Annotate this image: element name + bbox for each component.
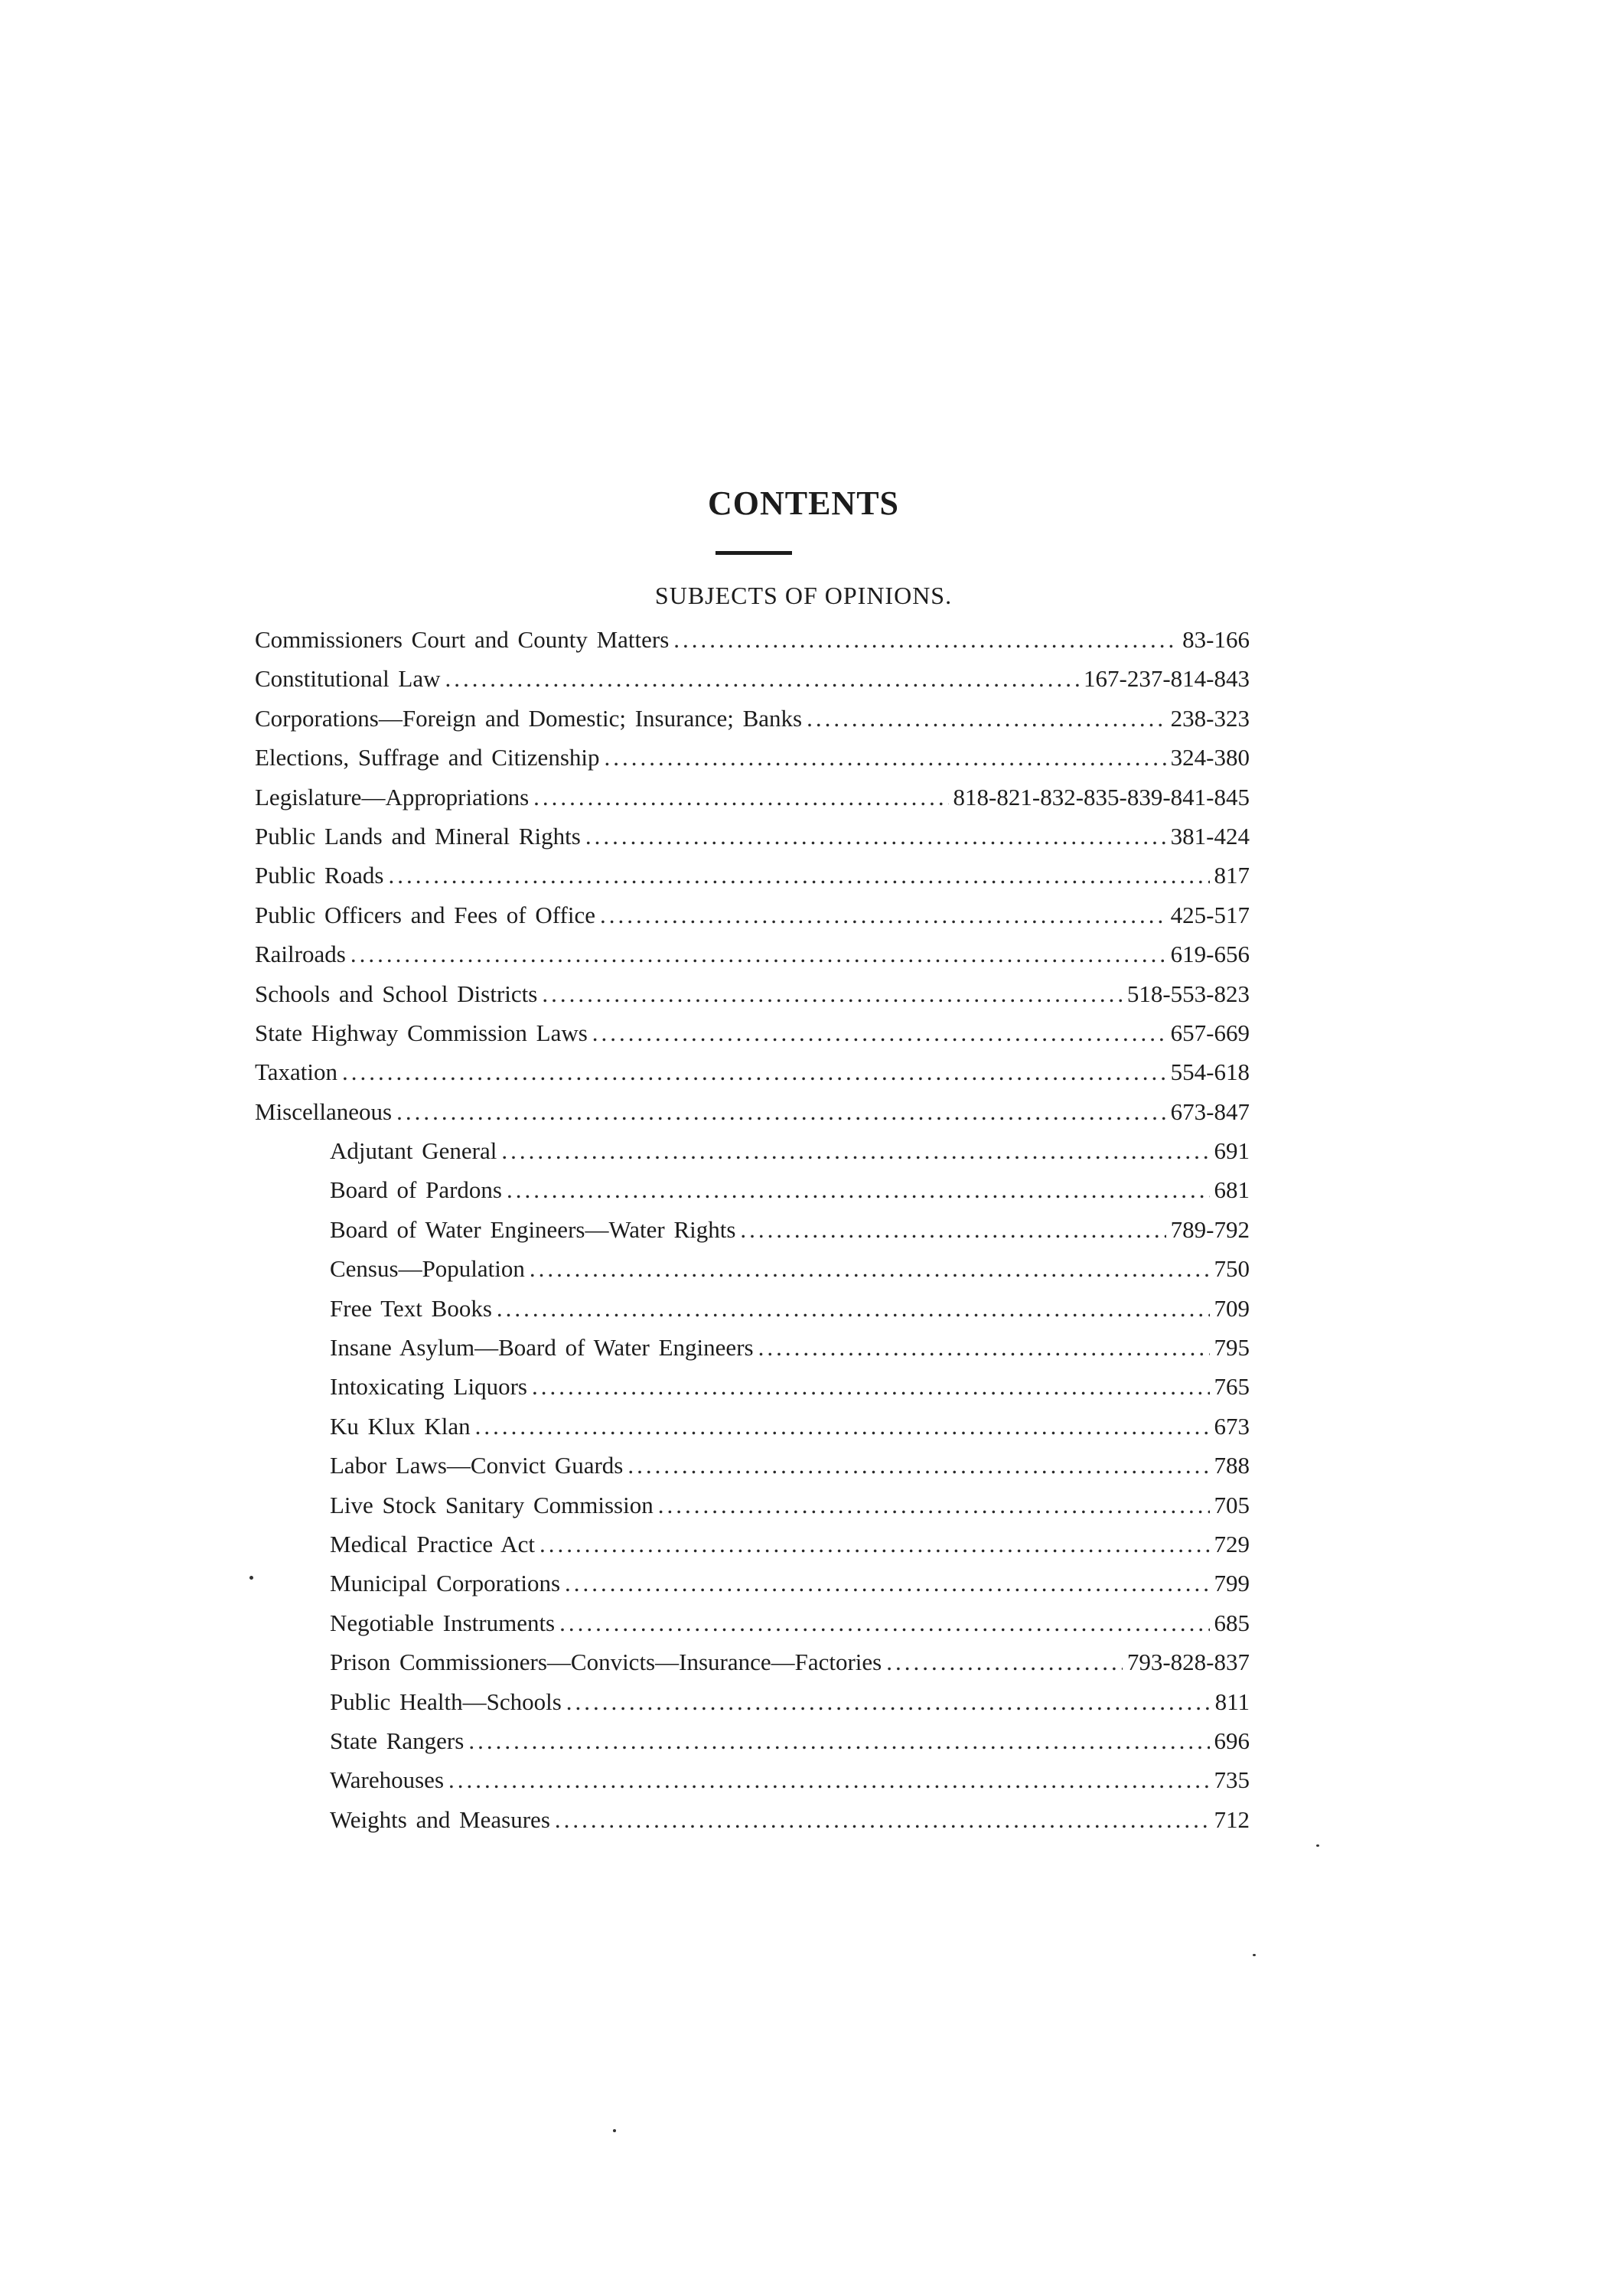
toc-subentry [255, 1806, 1250, 1845]
toc-subentry [255, 1216, 1250, 1255]
entry-pages: 554-618 [1170, 1058, 1250, 1086]
toc-subentry [255, 1373, 1250, 1412]
entry-pages: 83-166 [1182, 626, 1250, 653]
entry-pages: 811 [1214, 1688, 1250, 1715]
entry-pages: 685 [1214, 1609, 1250, 1636]
toc-entry [255, 1098, 1250, 1137]
entry-title: Intoxicating Liquors [330, 1373, 527, 1401]
entry-title: Public Roads [255, 862, 384, 889]
toc-entry [255, 705, 1250, 744]
entry-title: Labor Laws—Convict Guards [330, 1452, 624, 1479]
dot-leader [497, 1295, 1210, 1322]
entry-pages: 750 [1214, 1255, 1250, 1283]
dot-leader [758, 1334, 1210, 1362]
entry-pages: 799 [1214, 1570, 1250, 1597]
entry-title: Elections, Suffrage and Citizenship [255, 744, 600, 771]
entry-pages: 709 [1214, 1294, 1250, 1322]
entry-title: Schools and School Districts [255, 980, 538, 1007]
toc-subentry [255, 1334, 1250, 1373]
entry-pages: 735 [1214, 1766, 1250, 1794]
dot-leader [342, 1058, 1166, 1086]
dot-leader [542, 980, 1122, 1008]
entry-title: Miscellaneous [255, 1097, 393, 1125]
section-subtitle: SUBJECTS OF OPINIONS. [654, 582, 953, 609]
dot-leader [658, 1492, 1210, 1519]
toc-subentry [255, 1137, 1250, 1176]
dot-leader [627, 1452, 1209, 1479]
entry-title: Ku Klux Klan [330, 1412, 471, 1440]
toc-subentry [255, 1766, 1250, 1805]
entry-pages: 789-792 [1170, 1215, 1250, 1243]
toc-subentry [255, 1649, 1250, 1688]
dot-leader [445, 665, 1080, 693]
entry-pages: 324-380 [1170, 744, 1250, 771]
dot-leader [740, 1216, 1165, 1244]
dot-leader [501, 1137, 1209, 1165]
entry-pages: 238-323 [1170, 704, 1250, 732]
dot-leader [807, 705, 1166, 732]
entry-pages: 167-237-814-843 [1084, 665, 1250, 693]
ink-speck [613, 2129, 616, 2132]
dot-leader [539, 1531, 1210, 1558]
entry-pages: 729 [1214, 1530, 1250, 1557]
entry-title: Legislature—Appropriations [255, 783, 530, 810]
dot-leader [448, 1766, 1209, 1794]
entry-title: Constitutional Law [255, 665, 441, 693]
dot-leader [532, 1373, 1210, 1401]
entry-title: Medical Practice Act [330, 1530, 535, 1557]
entry-pages: 619-656 [1170, 941, 1250, 968]
entry-pages: 705 [1214, 1491, 1250, 1518]
toc-subentry [255, 1531, 1250, 1570]
dot-leader [566, 1688, 1211, 1716]
page-title: CONTENTS [707, 484, 900, 522]
toc-entry [255, 744, 1250, 783]
toc-subentry [255, 1255, 1250, 1294]
entry-pages: 818-821-832-835-839-841-845 [953, 783, 1250, 810]
entry-pages: 381-424 [1170, 822, 1250, 850]
entry-title: Live Stock Sanitary Commission [330, 1491, 654, 1518]
entry-title: Taxation [255, 1058, 338, 1086]
entry-pages: 696 [1214, 1727, 1250, 1754]
entry-title: Commissioners Court and County Matters [255, 626, 670, 653]
entry-title: State Rangers [330, 1727, 464, 1754]
toc-entry [255, 941, 1250, 980]
entry-title: Weights and Measures [330, 1805, 550, 1833]
entry-pages: 681 [1214, 1176, 1250, 1204]
toc-subentry [255, 1570, 1250, 1609]
toc-subentry [255, 1492, 1250, 1531]
entry-pages: 673 [1214, 1412, 1250, 1440]
dot-leader [507, 1176, 1210, 1204]
dot-leader [555, 1806, 1210, 1834]
entry-pages: 793-828-837 [1126, 1649, 1250, 1676]
toc-subentry [255, 1452, 1250, 1491]
dot-leader [388, 862, 1209, 889]
toc-subentry [255, 1609, 1250, 1649]
dot-leader [600, 902, 1166, 929]
dot-leader [565, 1570, 1209, 1597]
dot-leader [592, 1019, 1166, 1047]
toc-entry [255, 902, 1250, 941]
toc-subentry [255, 1295, 1250, 1334]
toc-subentry [255, 1413, 1250, 1452]
entry-title: Adjutant General [330, 1137, 497, 1165]
dot-leader [585, 823, 1166, 850]
entry-title: Municipal Corporations [330, 1570, 561, 1597]
ink-speck [1316, 1844, 1319, 1847]
entry-title: Public Health—Schools [330, 1688, 562, 1715]
toc-subentry [255, 1688, 1250, 1727]
entry-title: Board of Water Engineers—Water Rights [330, 1215, 736, 1243]
table-of-contents [255, 626, 1250, 1845]
dot-leader [350, 941, 1166, 968]
ink-speck [249, 1576, 253, 1580]
dot-leader [475, 1413, 1210, 1440]
entry-title: Corporations—Foreign and Domestic; Insurance; Banks [255, 704, 803, 732]
dot-leader [886, 1649, 1123, 1676]
dot-leader [396, 1098, 1166, 1126]
entry-title: Prison Commissioners—Convicts—Insurance—Factories [330, 1649, 882, 1676]
dot-leader [605, 744, 1166, 771]
toc-entry [255, 980, 1250, 1019]
entry-title: Insane Asylum—Board of Water Engineers [330, 1334, 754, 1362]
entry-pages: 673-847 [1170, 1097, 1250, 1125]
entry-title: Negotiable Instruments [330, 1609, 556, 1636]
dot-leader [673, 626, 1178, 654]
ink-speck [1253, 1954, 1256, 1956]
dot-leader [468, 1727, 1209, 1755]
entry-title: Warehouses [330, 1766, 445, 1794]
dot-leader [533, 784, 948, 811]
entry-title: Board of Pardons [330, 1176, 502, 1204]
title-rule [715, 551, 792, 555]
entry-title: Public Lands and Mineral Rights [255, 822, 581, 850]
entry-pages: 788 [1214, 1452, 1250, 1479]
entry-pages: 425-517 [1170, 901, 1250, 928]
entry-title: Free Text Books [330, 1294, 492, 1322]
toc-entry [255, 862, 1250, 901]
toc-entry [255, 1058, 1250, 1097]
entry-pages: 765 [1214, 1373, 1250, 1401]
entry-title: Railroads [255, 941, 346, 968]
dot-leader [559, 1609, 1209, 1637]
toc-entry [255, 626, 1250, 665]
entry-pages: 691 [1214, 1137, 1250, 1165]
entry-pages: 795 [1214, 1334, 1250, 1362]
entry-pages: 657-669 [1170, 1019, 1250, 1046]
dot-leader [530, 1255, 1210, 1283]
toc-entry [255, 1019, 1250, 1058]
toc-subentry [255, 1176, 1250, 1215]
entry-title: State Highway Commission Laws [255, 1019, 588, 1046]
entry-pages: 518-553-823 [1126, 980, 1250, 1007]
entry-title: Census—Population [330, 1255, 525, 1283]
toc-entry [255, 665, 1250, 704]
toc-entry [255, 823, 1250, 862]
toc-entry [255, 784, 1250, 823]
toc-subentry [255, 1727, 1250, 1766]
entry-title: Public Officers and Fees of Office [255, 901, 595, 928]
entry-pages: 712 [1214, 1805, 1250, 1833]
entry-pages: 817 [1214, 862, 1250, 889]
